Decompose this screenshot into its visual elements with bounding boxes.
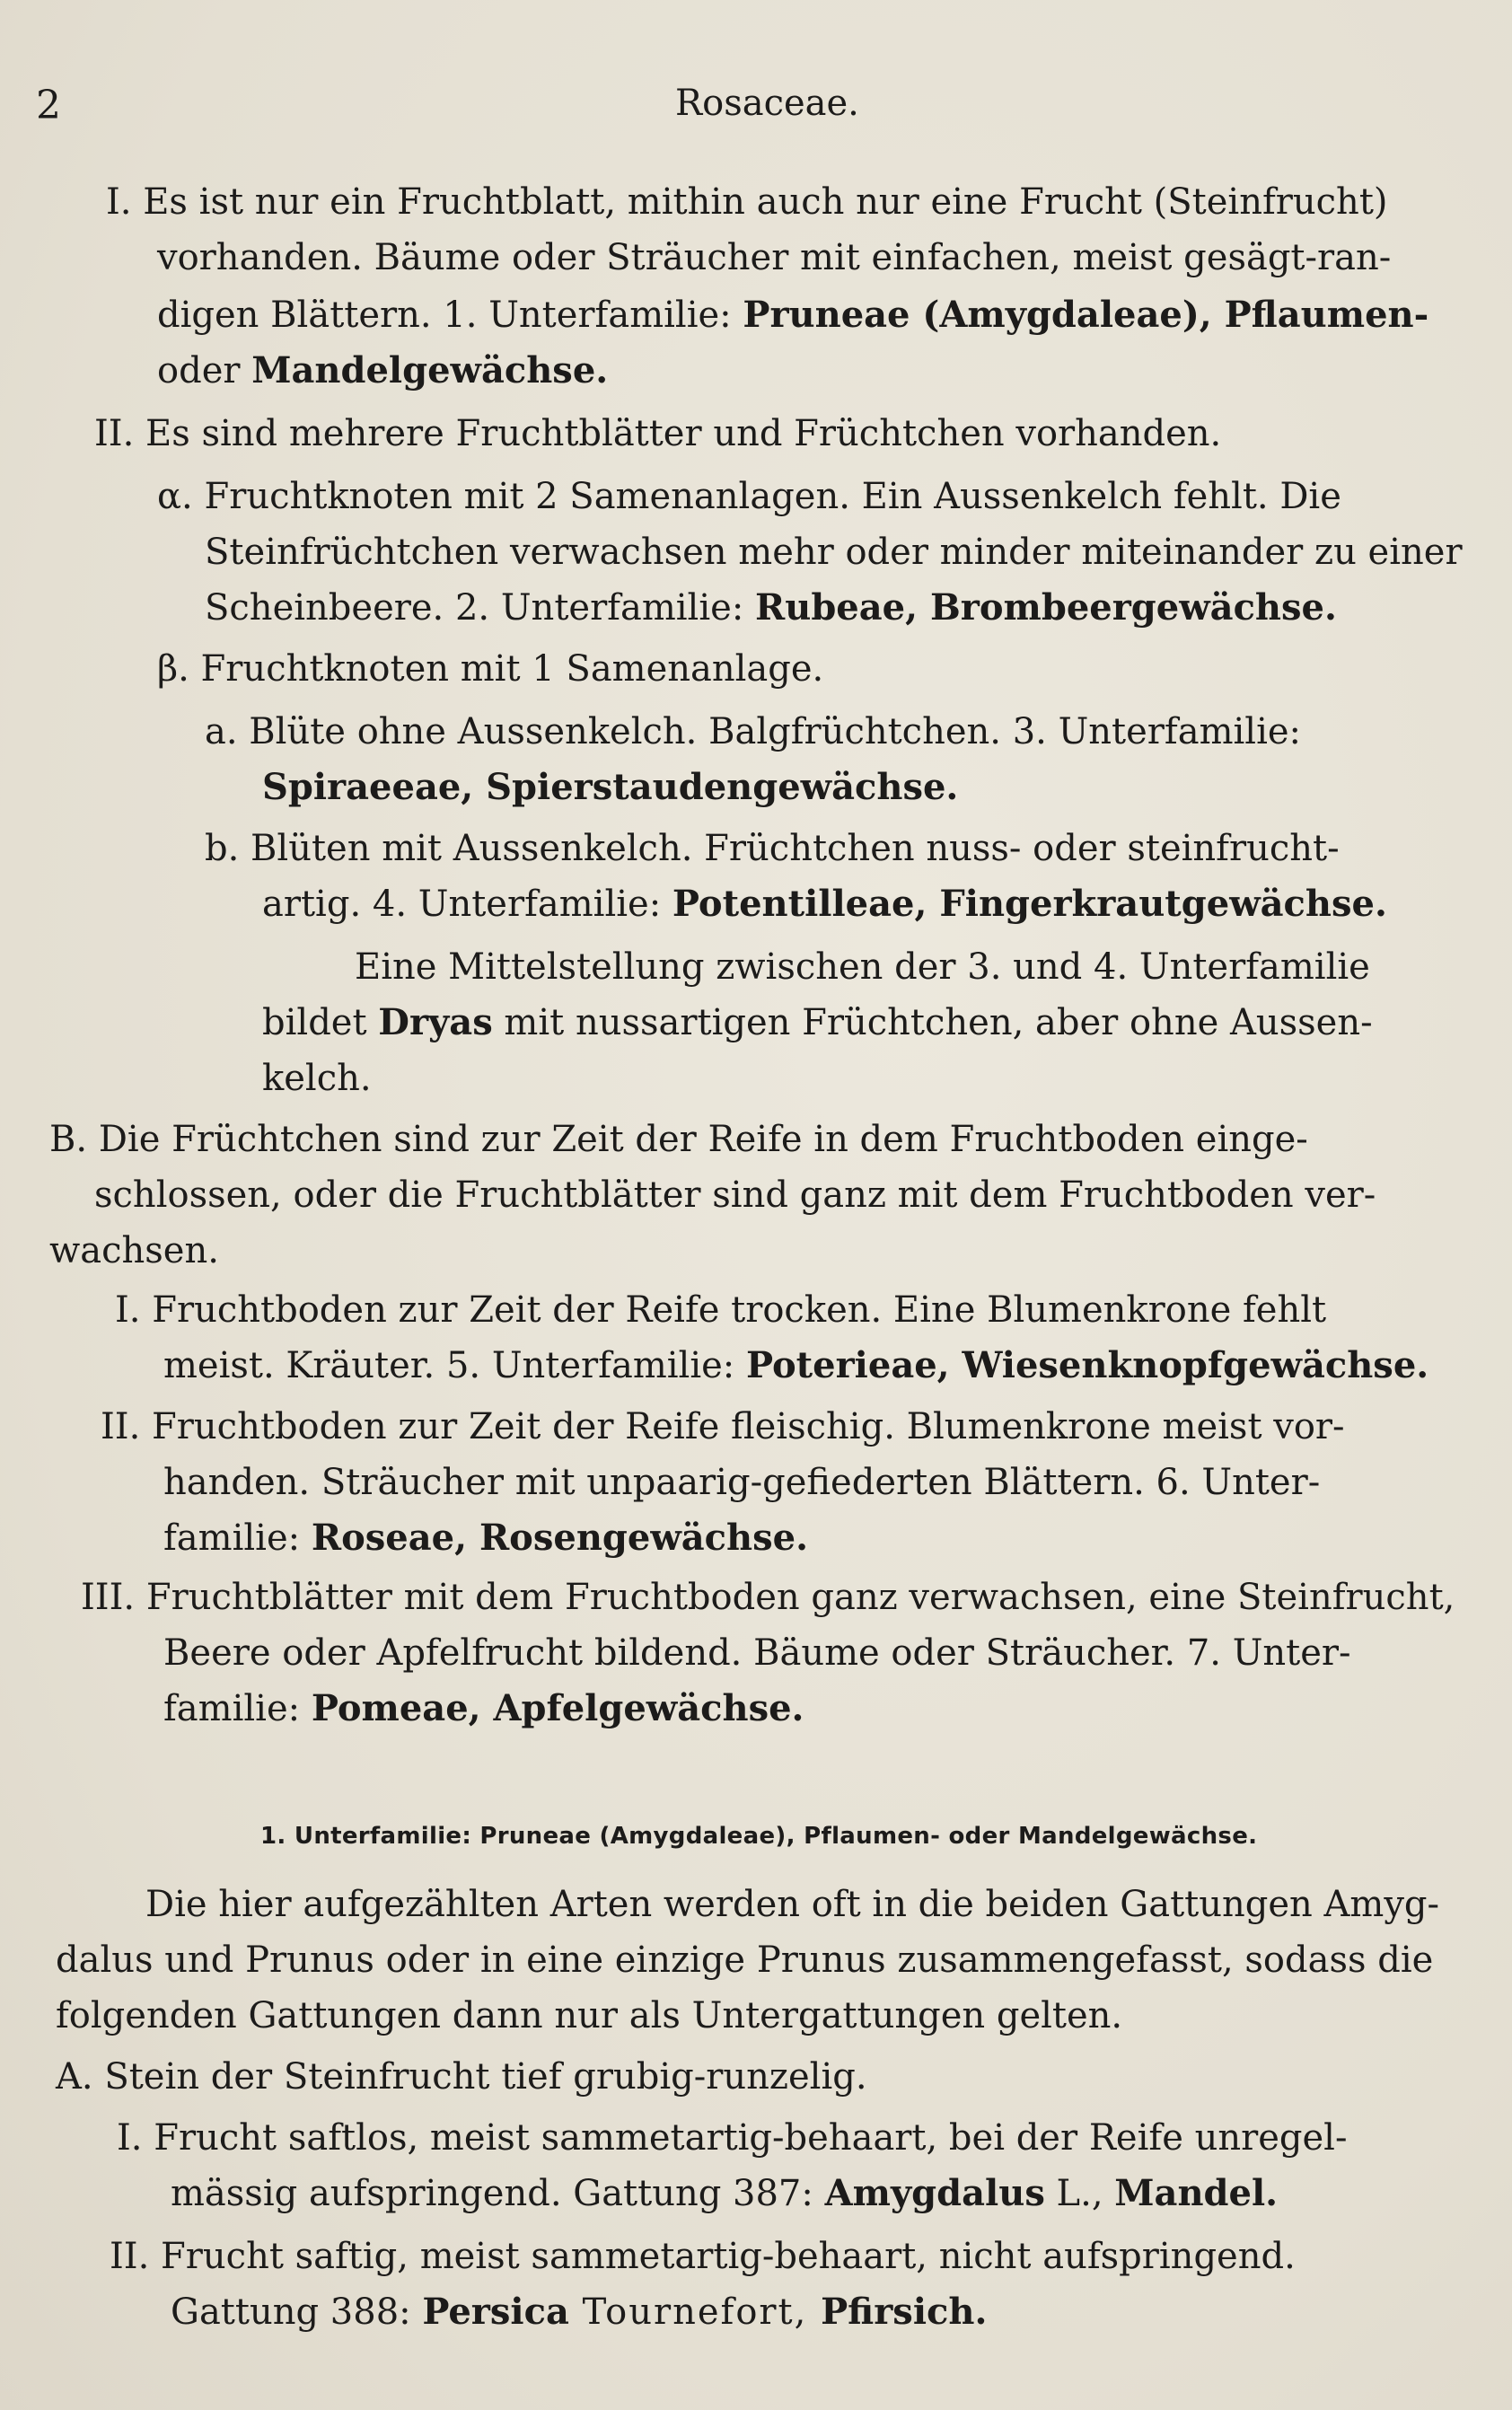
key-a-line-1: a. Blüte ohne Aussenkelch. Balgfrüchtchen. 3. Unterfamilie:	[205, 711, 1302, 752]
text: meist. Kräuter. 5. Unterfamilie:	[163, 1345, 746, 1386]
key-alpha-line-3	[205, 585, 1462, 630]
note-line-2	[262, 1000, 1462, 1045]
section-paragraph-line-2: dalus und Prunus oder in eine einzige Prunus zusammengefasst, sodass die	[56, 1939, 1434, 1981]
text: oder	[157, 350, 252, 391]
subfamily-name: Potentilleae, Fingerkrautgewächse.	[672, 883, 1387, 925]
key-b-line-2	[262, 882, 1462, 927]
key-B-line-3: wachsen.	[49, 1230, 219, 1271]
key-I-line-4	[157, 348, 1462, 393]
key-B-line-2: schlossen, oder die Fruchtblätter sind ganz mit dem Fruchtboden ver-	[94, 1174, 1376, 1216]
section-paragraph-line-1: Die hier aufgezählten Arten werden oft in die beiden Gattungen Amyg-	[145, 1884, 1440, 1925]
genus-name: Amygdalus	[824, 2172, 1045, 2214]
genus-name: Dryas	[378, 1001, 493, 1043]
key-b-line-1: b. Blüten mit Aussenkelch. Früchtchen nuss- oder steinfrucht-	[205, 828, 1340, 869]
key-alpha-line-2: Steinfrüchtchen verwachsen mehr oder minder miteinander zu einer	[205, 532, 1463, 573]
subfamily-name: Pruneae (Amygdaleae), Pflaumen-	[743, 294, 1429, 336]
key-BIII-line-3	[163, 1686, 1462, 1731]
key-BII-line-3	[163, 1516, 1462, 1561]
section-key-AI-line-2	[171, 2171, 1462, 2216]
key-BIII-line-2: Beere oder Apfelfrucht bildend. Bäume oder Sträucher. 7. Unter-	[163, 1632, 1351, 1674]
key-BI-line-2	[163, 1343, 1462, 1388]
page-number: 2	[36, 83, 61, 128]
note-line-3: kelch.	[262, 1058, 372, 1099]
text: artig. 4. Unterfamilie:	[262, 884, 672, 925]
key-B-line-1: B. Die Früchtchen sind zur Zeit der Reife in dem Fruchtboden einge-	[49, 1119, 1308, 1160]
key-I-line-3	[157, 293, 1462, 338]
key-I-line-1: I. Es ist nur ein Fruchtblatt, mithin auch nur eine Frucht (Steinfrucht)	[106, 181, 1388, 223]
key-a-line-2	[262, 765, 1462, 810]
key-alpha-line-1: α. Fruchtknoten mit 2 Samenanlagen. Ein Aussenkelch fehlt. Die	[157, 476, 1341, 517]
section-paragraph-line-3: folgenden Gattungen dann nur als Untergattungen gelten.	[56, 1995, 1123, 2036]
author: Tournefort,	[568, 2291, 822, 2333]
text: mit nussartigen Früchtchen, aber ohne Aussen-	[492, 1002, 1373, 1043]
text: bildet	[262, 1002, 379, 1043]
section-heading: 1. Unterfamilie: Pruneae (Amygdaleae), Pflaumen- oder Mandelgewächse.	[260, 1823, 1258, 1850]
text: digen Blättern. 1. Unterfamilie:	[157, 295, 743, 336]
text: familie:	[163, 1517, 312, 1559]
subfamily-name: Poterieae, Wiesenknopfgewächse.	[745, 1344, 1429, 1386]
running-title: Rosaceae.	[675, 83, 859, 124]
section-key-AII-line-1: II. Frucht saftig, meist sammetartig-behaart, nicht aufspringend.	[110, 2236, 1296, 2277]
subfamily-common-name: Mandelgewächse.	[251, 349, 609, 391]
common-name: Pfirsich.	[821, 2291, 988, 2333]
subfamily-name: Roseae, Rosengewächse.	[311, 1517, 809, 1559]
key-beta-line-1: β. Fruchtknoten mit 1 Samenanlage.	[157, 648, 824, 690]
section-key-A-line-1: A. Stein der Steinfrucht tief grubig-runzelig.	[56, 2056, 867, 2098]
genus-name: Persica	[422, 2291, 569, 2333]
text: mässig aufspringend. Gattung 387:	[171, 2173, 825, 2214]
subfamily-name: Rubeae, Brombeergewächse.	[755, 586, 1337, 629]
note-line-1: Eine Mittelstellung zwischen der 3. und 4. Unterfamilie	[355, 946, 1370, 988]
common-name: Mandel.	[1114, 2172, 1279, 2214]
author: L.,	[1044, 2173, 1115, 2214]
key-BII-line-1: II. Fruchtboden zur Zeit der Reife fleischig. Blumenkrone meist vor-	[101, 1406, 1345, 1447]
subfamily-name: Spiraeeae, Spierstaudengewächse.	[262, 766, 959, 808]
section-key-AI-line-1: I. Frucht saftlos, meist sammetartig-behaart, bei der Reife unregel-	[117, 2117, 1348, 2159]
text: Gattung 388:	[171, 2291, 423, 2333]
key-II-line-1: II. Es sind mehrere Fruchtblätter und Früchtchen vorhanden.	[94, 413, 1222, 454]
key-BIII-line-1: III. Fruchtblätter mit dem Fruchtboden ganz verwachsen, eine Steinfrucht,	[81, 1577, 1455, 1618]
key-BII-line-2: handen. Sträucher mit unpaarig-gefiederten Blättern. 6. Unter-	[163, 1462, 1321, 1503]
section-key-AII-line-2	[171, 2290, 1462, 2335]
key-I-line-2: vorhanden. Bäume oder Sträucher mit einfachen, meist gesägt-ran-	[157, 237, 1392, 278]
key-BI-line-1: I. Fruchtboden zur Zeit der Reife trocken. Eine Blumenkrone fehlt	[115, 1289, 1327, 1331]
text: Scheinbeere. 2. Unterfamilie:	[205, 587, 756, 629]
text: familie:	[163, 1688, 312, 1729]
subfamily-name: Pomeae, Apfelgewächse.	[311, 1687, 804, 1729]
